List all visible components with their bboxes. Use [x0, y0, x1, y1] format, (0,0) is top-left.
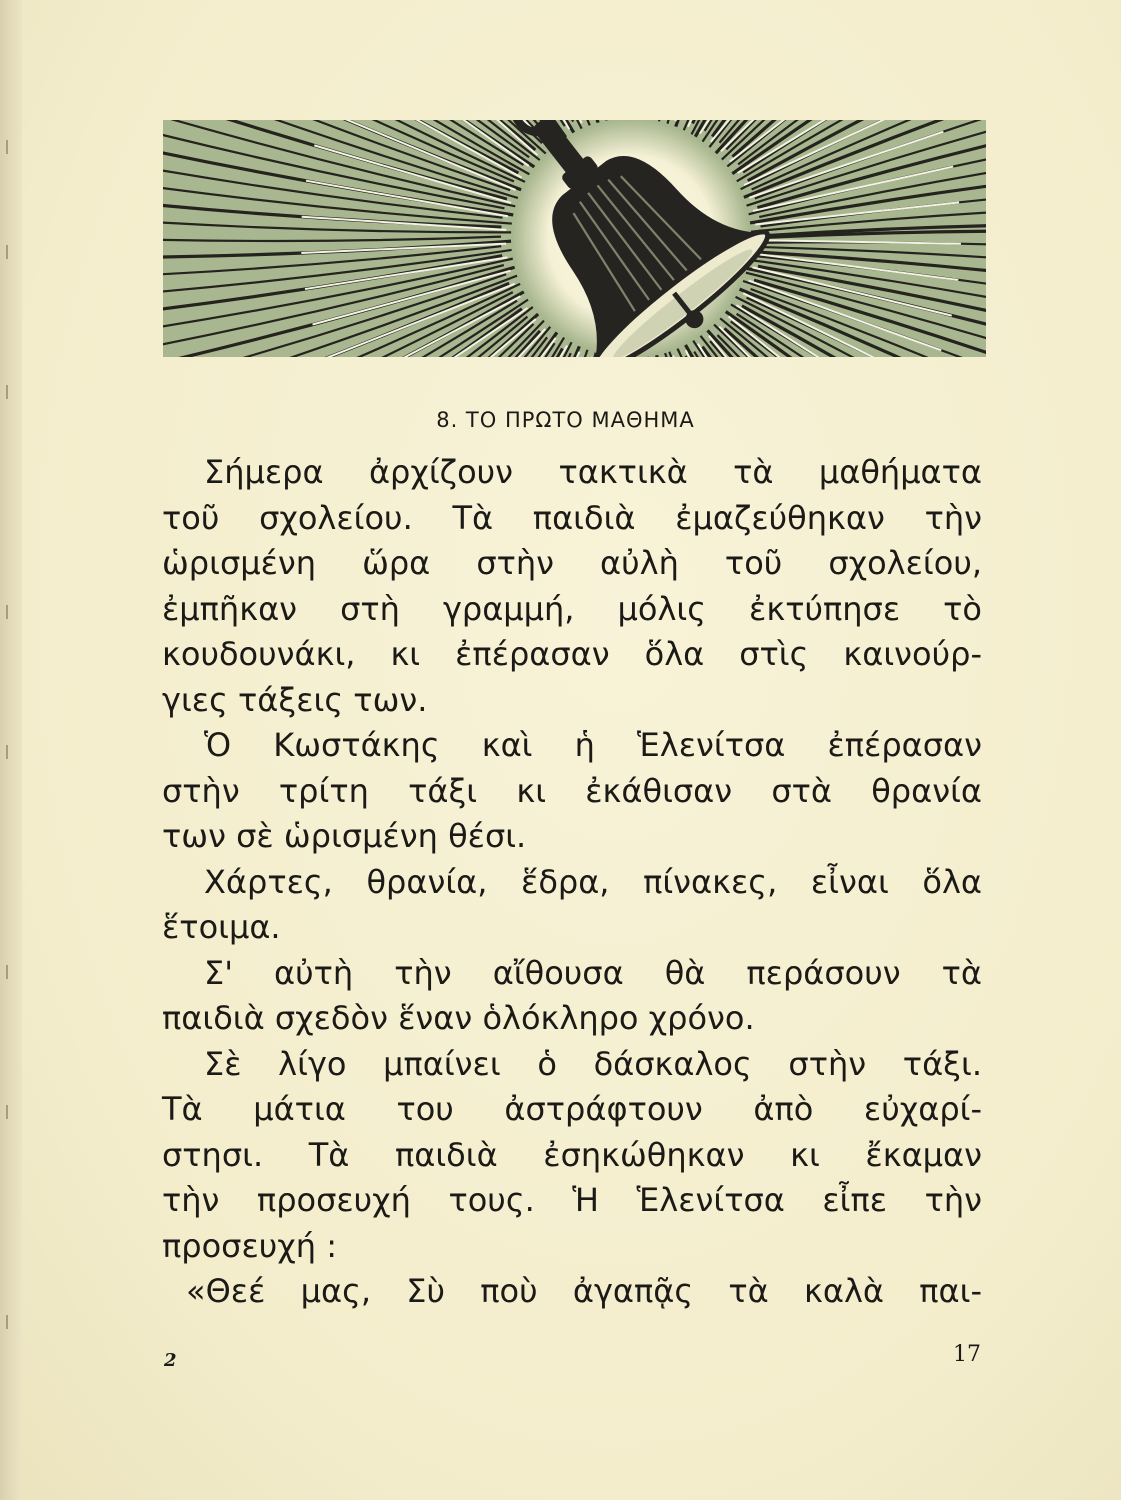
text-line: Τὰ μάτια του ἀστράφτουν ἀπὸ εὐχαρί- [162, 1090, 982, 1128]
text-line: τοῦ σχολείου. Τὰ παιδιὰ ἐμαζεύθηκαν τὴν [162, 498, 982, 537]
text-line: ἐμπῆκαν στὴ γραμμή, μόλις ἐκτύπησε τὸ [162, 589, 982, 628]
text-line: ὡρισμένη ὥρα στὴν αὐλὴ τοῦ σχολείου, [162, 544, 982, 582]
signature-mark: 2 [164, 1350, 177, 1371]
text-line: «Θεέ μας, Σὺ ποὺ ἀγαπᾷς τὰ καλὰ παι- [186, 1272, 982, 1310]
text-line: των σὲ ὡρισμένη θέσι. [162, 817, 527, 855]
text-line: Σὲ λίγο μπαίνει ὁ δάσκαλος στὴν τάξι. [204, 1044, 982, 1083]
text-line: τὴν προσευχή τους. Ἡ Ἑλενίτσα εἶπε τὴν [162, 1181, 982, 1219]
text-line: στὴν τρίτη τάξι κι ἐκάθισαν στὰ θρανία [162, 771, 982, 810]
school-bell-icon [163, 120, 986, 357]
text-line: κουδουνάκι, κι ἐπέρασαν ὅλα στὶς καινούρ- [162, 635, 982, 673]
text-line: προσευχή : [162, 1226, 337, 1265]
text-line: Σ' αὐτὴ τὴν αἴθουσα θὰ περάσουν τὰ [204, 953, 982, 992]
text-line: Ὁ Κωστάκης καὶ ἡ Ἑλενίτσα ἐπέρασαν [204, 726, 982, 764]
text-line: γιες τάξεις των. [162, 680, 428, 719]
page-binding [0, 0, 22, 1500]
text-line: παιδιὰ σχεδὸν ἕναν ὁλόκληρο χρόνο. [162, 999, 755, 1037]
text-line: στησι. Τὰ παιδιὰ ἐσηκώθηκαν κι ἔκαμαν [162, 1135, 982, 1174]
text-line: Σήμερα ἀρχίζουν τακτικὰ τὰ μαθήματα [204, 453, 982, 491]
text-line: Χάρτες, θρανία, ἕδρα, πίνακες, εἶναι ὅλα [204, 862, 982, 901]
chapter-title: 8. ΤΟ ΠΡΩΤΟ ΜΑΘΗΜΑ [436, 408, 695, 432]
body-text [162, 450, 982, 1315]
text-line: ἕτοιμα. [162, 908, 281, 946]
page-number: 17 [953, 1342, 981, 1367]
